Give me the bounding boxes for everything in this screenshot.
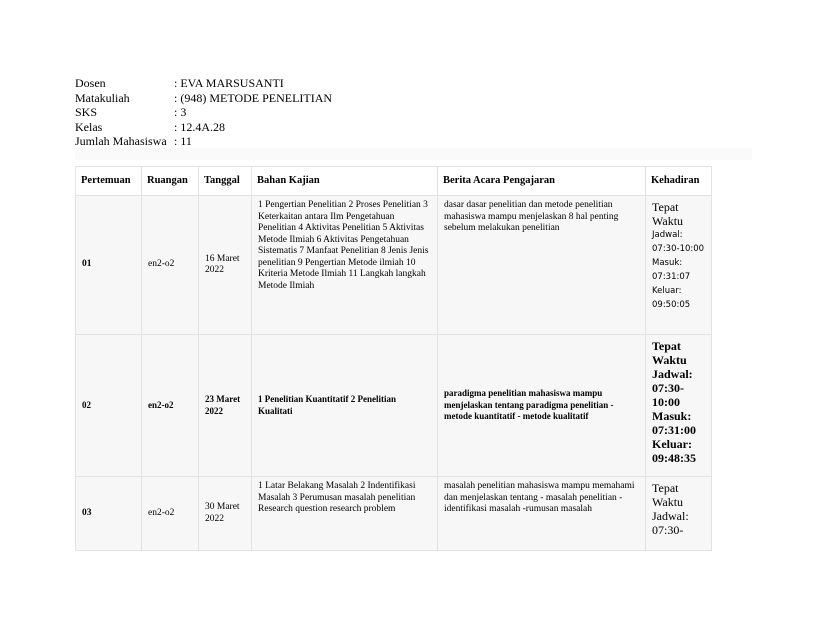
col-ruangan: Ruangan bbox=[142, 167, 199, 196]
jumlah-value: : 11 bbox=[174, 134, 192, 148]
cell-berita-acara: paradigma penelitian mahasiswa mampu menjelaskan tentang paradigma penelitian - metode kuantitatif - metode kualitatif bbox=[438, 335, 646, 477]
col-bahan-kajian: Bahan Kajian bbox=[252, 167, 438, 196]
matakuliah-label: Matakuliah bbox=[75, 90, 130, 105]
separator-band bbox=[75, 148, 752, 160]
dosen-label: Dosen bbox=[75, 76, 106, 90]
table-row bbox=[76, 477, 712, 551]
status-text: Tepat Waktu bbox=[652, 339, 687, 367]
masuk-text: Masuk: 07:31:00 bbox=[652, 409, 696, 437]
jadwal-text: Jadwal: 07:30-10:00 bbox=[652, 230, 705, 254]
cell-berita-acara: masalah penelitian mahasiswa mampu memahami dan menjelaskan tentang - masalah penelitian - identifikasi masalah -rumusan masalah bbox=[438, 477, 646, 551]
cell-berita-acara: dasar dasar penelitian dan metode penelitian mahasiswa mampu menjelaskan 8 hal penting sebelum melakukan penelitian bbox=[438, 196, 646, 335]
cell-bahan-kajian: 1 Latar Belakang Masalah 2 Indentifikasi Masalah 3 Perumusan masalah penelitian Research question research problem bbox=[252, 477, 438, 551]
cell-pertemuan: 03 bbox=[76, 477, 142, 551]
table-row bbox=[76, 196, 712, 335]
col-tanggal: Tanggal bbox=[199, 167, 252, 196]
kelas-label: Kelas bbox=[75, 119, 103, 134]
cell-tanggal: 16 Maret 2022 bbox=[199, 196, 252, 335]
table-header-row bbox=[76, 167, 712, 196]
dosen-value: : EVA MARSUSANTI bbox=[174, 76, 284, 90]
keluar-text: Keluar: 09:50:05 bbox=[652, 286, 691, 310]
col-pertemuan: Pertemuan bbox=[76, 167, 142, 196]
jadwal-text: Jadwal: 07:30-10:00 bbox=[652, 367, 693, 409]
table-row bbox=[76, 335, 712, 477]
masuk-text: Masuk: 07:31:07 bbox=[652, 258, 691, 282]
course-info bbox=[75, 76, 332, 149]
sks-label: SKS bbox=[75, 105, 98, 119]
cell-ruangan: en2-o2 bbox=[142, 196, 199, 335]
status-text: Tepat Waktu bbox=[652, 481, 684, 509]
cell-bahan-kajian: 1 Penelitian Kuantitatif 2 Penelitian Kualitati bbox=[252, 335, 438, 477]
keluar-text: Keluar: 09:48:35 bbox=[652, 437, 696, 465]
attendance-table bbox=[75, 166, 712, 551]
kelas-value: : 12.4A.28 bbox=[174, 119, 225, 134]
cell-kehadiran bbox=[646, 335, 712, 477]
cell-tanggal: 30 Maret 2022 bbox=[199, 477, 252, 551]
cell-bahan-kajian: 1 Pengertian Penelitian 2 Proses Penelitian 3 Keterkaitan antara Ilm Pengetahuan Penelitian 4 Aktivitas Penelitian 5 Aktivitas Metode Ilmiah 6 Aktivitas Pengetahuan Sistematis 7 Manfaat Penelitian 8 Jenis Jenis penelitian 9 Pengertian Metode ilmiah 10 Kriteria Metode Ilmiah 11 Langkah langkah Metode Ilmiah bbox=[252, 196, 438, 335]
matakuliah-value: : (948) METODE PENELITIAN bbox=[174, 90, 333, 105]
cell-ruangan: en2-o2 bbox=[142, 477, 199, 551]
cell-kehadiran bbox=[646, 196, 712, 335]
status-text: Tepat Waktu bbox=[652, 200, 684, 228]
jadwal-text: Jadwal: 07:30- bbox=[652, 509, 689, 537]
cell-tanggal: 23 Maret 2022 bbox=[199, 335, 252, 477]
cell-ruangan: en2-o2 bbox=[142, 335, 199, 477]
col-kehadiran: Kehadiran bbox=[646, 167, 712, 196]
sks-value: : 3 bbox=[174, 105, 187, 119]
cell-pertemuan: 02 bbox=[76, 335, 142, 477]
cell-kehadiran bbox=[646, 477, 712, 551]
col-berita-acara: Berita Acara Pengajaran bbox=[438, 167, 646, 196]
cell-pertemuan: 01 bbox=[76, 196, 142, 335]
jumlah-label: Jumlah Mahasiswa bbox=[75, 134, 167, 148]
